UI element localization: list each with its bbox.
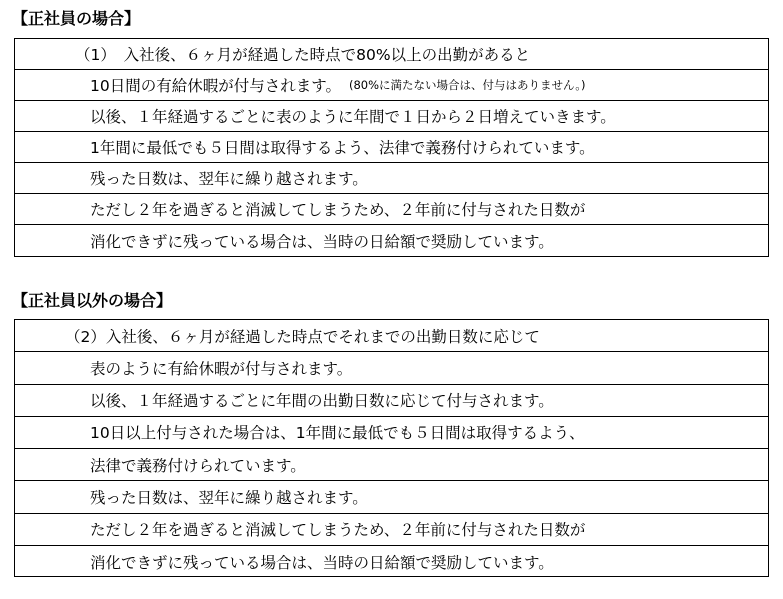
- row-text: 以後、１年経過するごとに表のように年間で１日から２日増えていきます。: [90, 108, 616, 126]
- table-row: [15, 514, 768, 546]
- row-text: ただし２年を過ぎると消滅してしまうため、２年前に付与された日数が: [90, 521, 586, 540]
- row-text: 10日間の有給休暇が付与されます。: [90, 77, 341, 95]
- table-row: [15, 101, 768, 132]
- row-text: 1年間に最低でも５日間は取得するよう、法律で義務付けられています。: [90, 139, 595, 157]
- non-regular-employees-table: [14, 319, 769, 577]
- table-row: [15, 70, 768, 101]
- table-row: [15, 385, 768, 417]
- section-heading-regular-employees: 【正社員の場合】: [12, 9, 141, 28]
- table-row: [15, 39, 768, 70]
- row-text: （1） 入社後、６ヶ月が経過した時点で80%以上の出勤があると: [75, 46, 531, 64]
- section-heading-non-regular-employees: 【正社員以外の場合】: [12, 291, 173, 310]
- table-row: [15, 546, 768, 578]
- table-row: [15, 352, 768, 384]
- row-text: 以後、１年経過するごとに年間の出勤日数に応じて付与されます。: [90, 392, 554, 411]
- regular-employees-table: [14, 38, 769, 257]
- row-text: 消化できずに残っている場合は、当時の日給額で奨励しています。: [90, 232, 554, 251]
- table-row: [15, 194, 768, 225]
- table-row: [15, 481, 768, 513]
- table-row: [15, 132, 768, 163]
- row-text: ただし２年を過ぎると消滅してしまうため、２年前に付与された日数が: [90, 201, 586, 219]
- row-text: 法律で義務付けられています。: [90, 456, 306, 475]
- row-text: 表のように有給休暇が付与されます。: [90, 359, 353, 378]
- table-row: [15, 449, 768, 481]
- row-note: (80%に満たない場合は、付与はありません。): [348, 78, 586, 92]
- row-text: 10日以上付与された場合は、1年間に最低でも５日間は取得するよう、: [90, 424, 585, 443]
- row-text: （2）入社後、６ヶ月が経過した時点でそれまでの出勤日数に応じて: [65, 327, 540, 346]
- table-row: [15, 320, 768, 352]
- table-row: [15, 417, 768, 449]
- row-text: 消化できずに残っている場合は、当時の日給額で奨励しています。: [90, 553, 554, 572]
- table-row: [15, 225, 768, 256]
- table-row: [15, 163, 768, 194]
- row-text: 残った日数は、翌年に繰り越されます。: [90, 170, 368, 188]
- row-text: 残った日数は、翌年に繰り越されます。: [90, 488, 368, 507]
